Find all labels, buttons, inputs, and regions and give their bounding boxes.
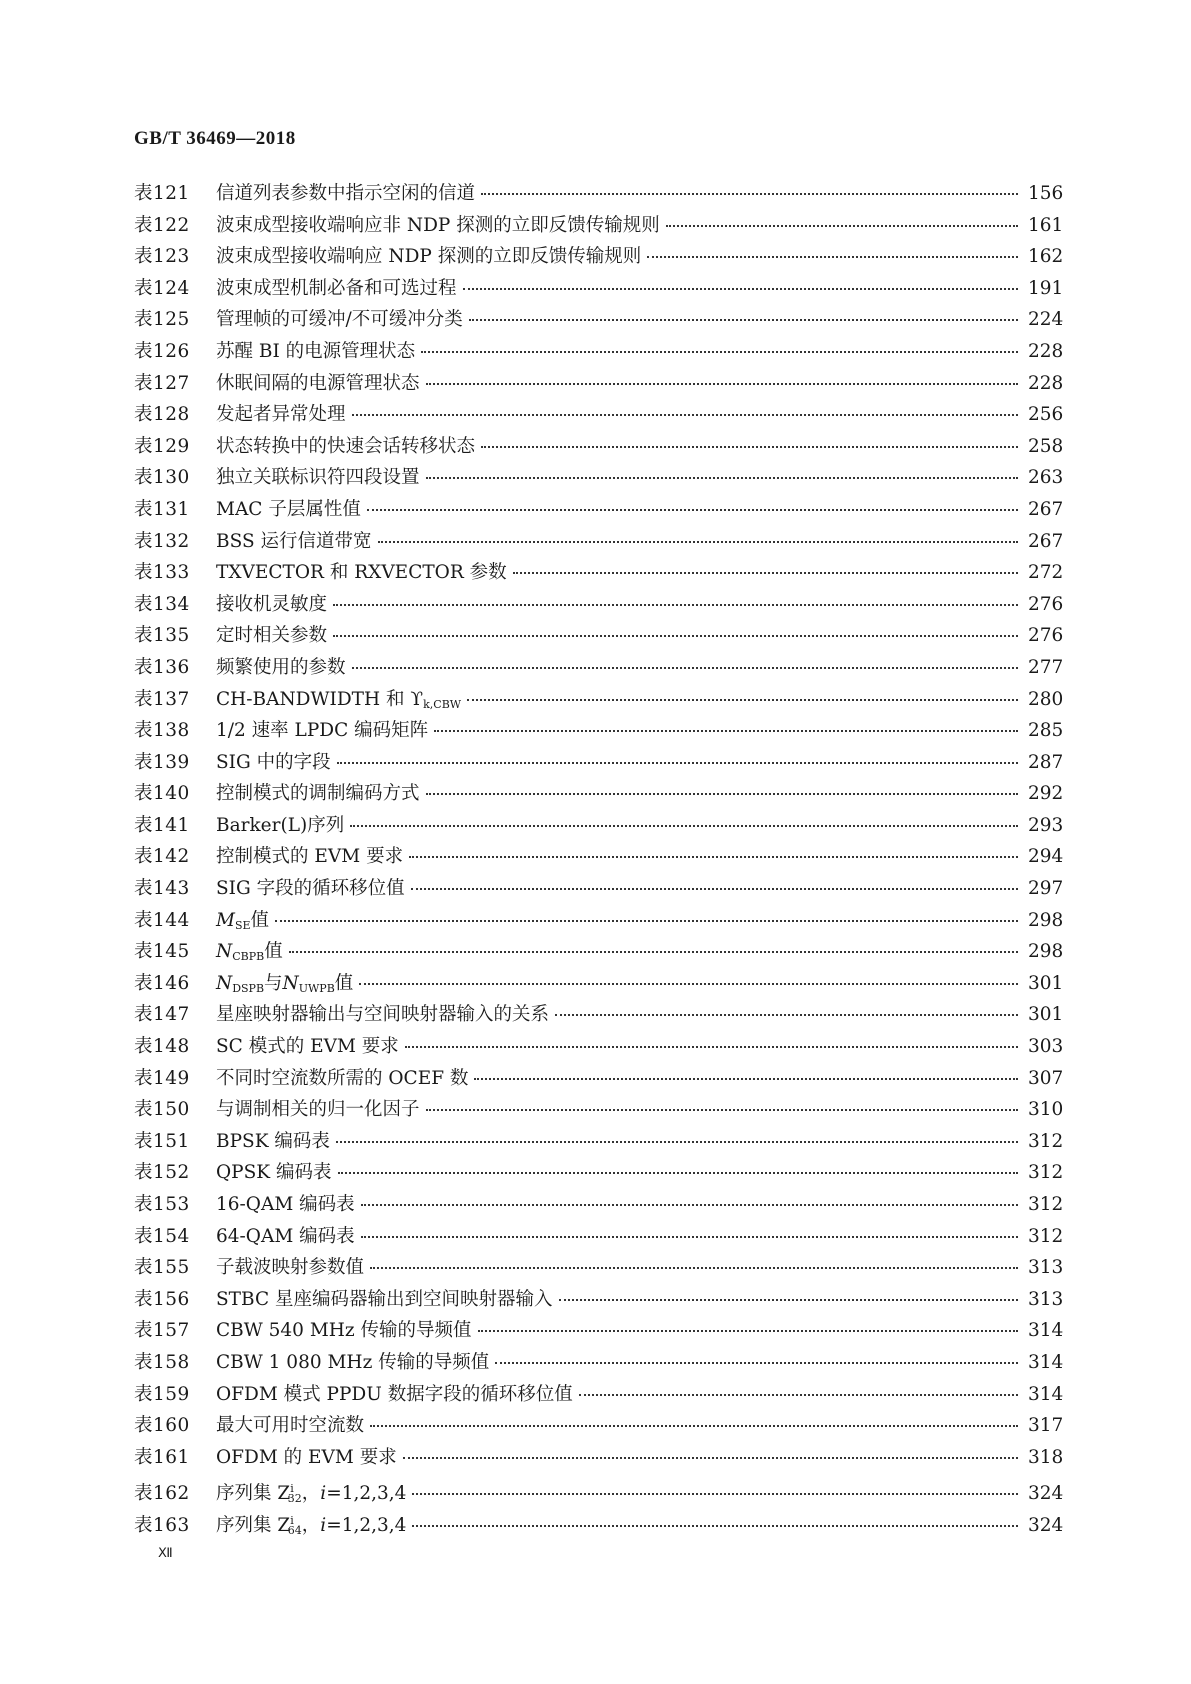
toc-label: 表128 xyxy=(134,404,190,426)
toc-page-number: 285 xyxy=(1028,720,1064,742)
toc-title-text: 序列集 Z xyxy=(216,1483,291,1505)
toc-page-number: 314 xyxy=(1028,1351,1064,1373)
toc-page-number: 314 xyxy=(1028,1383,1064,1405)
toc-title: 状态转换中的快速会话转移状态 xyxy=(216,435,476,457)
toc-symbol: N xyxy=(216,972,233,994)
toc-entry[interactable] xyxy=(134,715,1062,747)
dot-leader xyxy=(370,1425,1018,1427)
toc-page-number: 293 xyxy=(1028,814,1064,836)
dot-leader xyxy=(434,730,1018,732)
toc-title: 1/2 速率 LPDC 编码矩阵 xyxy=(216,720,429,742)
toc-title: 16-QAM 编码表 xyxy=(216,1194,355,1215)
toc-page-number: 228 xyxy=(1028,372,1064,394)
toc-title-text: ， xyxy=(301,1483,321,1505)
toc-entry[interactable] xyxy=(134,399,1062,431)
toc-label: 表122 xyxy=(134,214,190,236)
toc-title: 子载波映射参数值 xyxy=(216,1257,365,1279)
toc-label: 表123 xyxy=(134,246,190,268)
toc-page-number: 277 xyxy=(1028,656,1064,678)
table-of-contents xyxy=(134,178,1062,1537)
dot-leader xyxy=(378,541,1019,543)
toc-label: 表160 xyxy=(134,1415,190,1437)
toc-label: 表130 xyxy=(134,467,190,489)
toc-entry[interactable] xyxy=(134,1157,1062,1189)
toc-title: 64-QAM 编码表 xyxy=(216,1225,355,1247)
toc-label: 表136 xyxy=(134,656,190,678)
toc-page-number: 313 xyxy=(1028,1257,1064,1279)
toc-label: 表124 xyxy=(134,277,190,299)
toc-symbol-subscript: SE xyxy=(234,918,251,932)
toc-entry[interactable] xyxy=(134,494,1062,526)
toc-label: 表154 xyxy=(134,1225,190,1247)
toc-entry[interactable] xyxy=(134,873,1062,905)
dot-leader xyxy=(555,1014,1018,1016)
dot-leader xyxy=(666,225,1018,227)
toc-label: 表141 xyxy=(134,814,190,836)
dot-leader xyxy=(337,762,1018,764)
toc-label: 表126 xyxy=(134,340,190,362)
toc-page-number: 317 xyxy=(1028,1415,1064,1437)
toc-page-number: 324 xyxy=(1028,1483,1064,1505)
toc-page-number: 307 xyxy=(1028,1067,1064,1089)
toc-title: 发起者异常处理 xyxy=(216,404,346,426)
dot-leader xyxy=(403,1457,1018,1459)
toc-title-text: =1,2,3,4 xyxy=(326,1483,407,1505)
dot-leader xyxy=(481,193,1018,195)
toc-entry[interactable] xyxy=(134,1284,1062,1316)
toc-label: 表134 xyxy=(134,593,190,615)
toc-title: TXVECTOR 和 RXVECTOR 参数 xyxy=(216,562,507,584)
toc-entry[interactable] xyxy=(134,1473,1062,1505)
toc-entry[interactable] xyxy=(134,1031,1062,1063)
toc-label: 表158 xyxy=(134,1351,190,1373)
dot-leader xyxy=(405,1046,1018,1048)
toc-label: 表146 xyxy=(134,972,190,994)
toc-entry[interactable] xyxy=(134,936,1062,968)
toc-page-number: 301 xyxy=(1028,972,1064,994)
toc-entry[interactable] xyxy=(134,1126,1062,1158)
toc-title xyxy=(216,1505,406,1547)
toc-label: 表135 xyxy=(134,625,190,647)
toc-label: 表150 xyxy=(134,1099,190,1121)
toc-entry[interactable] xyxy=(134,1252,1062,1284)
toc-label: 表143 xyxy=(134,878,190,900)
toc-label: 表140 xyxy=(134,783,190,805)
toc-symbol-subscript: CBPB xyxy=(232,950,265,964)
toc-page-number: 294 xyxy=(1028,846,1064,868)
toc-title: 独立关联标识符四段设置 xyxy=(216,467,420,489)
toc-page-number: 276 xyxy=(1028,593,1064,615)
toc-label: 表148 xyxy=(134,1036,190,1058)
dot-leader xyxy=(333,604,1018,606)
toc-label: 表155 xyxy=(134,1257,190,1279)
toc-title: SC 模式的 EVM 要求 xyxy=(216,1036,399,1058)
dot-leader xyxy=(338,1172,1019,1174)
toc-page-number: 161 xyxy=(1028,214,1064,236)
toc-page-number: 191 xyxy=(1028,277,1064,299)
dot-leader xyxy=(412,1493,1018,1495)
toc-entry[interactable] xyxy=(134,1410,1062,1442)
dot-leader xyxy=(647,256,1018,258)
dot-leader xyxy=(336,1141,1018,1143)
toc-entry[interactable] xyxy=(134,336,1062,368)
toc-entry[interactable] xyxy=(134,999,1062,1031)
toc-entry[interactable] xyxy=(134,778,1062,810)
toc-label: 表152 xyxy=(134,1162,190,1184)
toc-label: 表153 xyxy=(134,1194,190,1215)
dot-leader xyxy=(513,572,1018,574)
dot-leader xyxy=(426,793,1018,795)
toc-title: SIG 字段的循环移位值 xyxy=(216,878,405,900)
toc-symbol: M xyxy=(216,909,235,931)
toc-title: 控制模式的调制编码方式 xyxy=(216,783,420,805)
dot-leader xyxy=(361,1236,1018,1238)
dot-leader xyxy=(421,351,1018,353)
toc-title: 休眠间隔的电源管理状态 xyxy=(216,372,420,394)
toc-title: Barker(L)序列 xyxy=(216,814,345,836)
dot-leader xyxy=(350,825,1018,827)
dot-leader xyxy=(478,1330,1018,1332)
toc-label: 表163 xyxy=(134,1514,190,1536)
toc-label: 表144 xyxy=(134,909,190,931)
toc-title: 最大可用时空流数 xyxy=(216,1415,365,1437)
toc-page-number: 258 xyxy=(1028,435,1064,457)
toc-page-number: 298 xyxy=(1028,909,1064,931)
dot-leader xyxy=(559,1299,1019,1301)
toc-title: 不同时空流数所需的 OCEF 数 xyxy=(216,1067,469,1089)
toc-label: 表147 xyxy=(134,1004,190,1026)
toc-entry[interactable] xyxy=(134,652,1062,684)
toc-title: SIG 中的字段 xyxy=(216,751,331,773)
toc-label: 表151 xyxy=(134,1130,190,1152)
toc-label: 表127 xyxy=(134,372,190,394)
dot-leader xyxy=(411,888,1018,890)
toc-page-number: 314 xyxy=(1028,1320,1064,1342)
toc-entry[interactable] xyxy=(134,1094,1062,1126)
toc-page-number: 280 xyxy=(1028,688,1064,710)
toc-title: 接收机灵敏度 xyxy=(216,593,328,615)
toc-page-number: 263 xyxy=(1028,467,1064,489)
toc-label: 表161 xyxy=(134,1446,190,1468)
dot-leader xyxy=(370,1267,1018,1269)
toc-subscript: 32 xyxy=(287,1492,302,1506)
toc-entry[interactable] xyxy=(134,210,1062,242)
toc-entry[interactable] xyxy=(134,431,1062,463)
toc-label: 表138 xyxy=(134,720,190,742)
toc-page-number: 162 xyxy=(1028,246,1064,268)
toc-entry[interactable] xyxy=(134,1221,1062,1253)
toc-page-number: 156 xyxy=(1028,183,1064,204)
toc-entry[interactable] xyxy=(134,1063,1062,1095)
dot-leader xyxy=(359,983,1018,985)
toc-label: 表142 xyxy=(134,846,190,868)
toc-title: BPSK 编码表 xyxy=(216,1130,330,1152)
dot-leader xyxy=(579,1394,1018,1396)
page-number: Ⅻ xyxy=(158,1545,173,1560)
toc-entry[interactable] xyxy=(134,368,1062,400)
toc-label: 表125 xyxy=(134,309,190,331)
toc-page-number: 312 xyxy=(1028,1194,1064,1215)
toc-title: 波束成型接收端响应 NDP 探测的立即反馈传输规则 xyxy=(216,246,642,268)
toc-page-number: 276 xyxy=(1028,625,1064,647)
toc-title: 星座映射器输出与空间映射器输入的关系 xyxy=(216,1004,550,1026)
toc-entry[interactable] xyxy=(134,841,1062,873)
toc-variable: i xyxy=(320,1483,327,1505)
toc-entry[interactable] xyxy=(134,620,1062,652)
dot-leader xyxy=(367,509,1018,511)
toc-title: CBW 540 MHz 传输的导频值 xyxy=(216,1320,472,1342)
toc-title: MAC 子层属性值 xyxy=(216,498,361,520)
toc-symbol-subscript: DSPB xyxy=(232,981,265,995)
toc-entry[interactable] xyxy=(134,304,1062,336)
toc-entry[interactable] xyxy=(134,526,1062,558)
toc-entry[interactable] xyxy=(134,178,1062,210)
dot-leader xyxy=(481,446,1018,448)
toc-page-number: 272 xyxy=(1028,562,1064,584)
dot-leader xyxy=(352,667,1018,669)
toc-label: 表132 xyxy=(134,530,190,552)
toc-page-number: 224 xyxy=(1028,309,1064,331)
toc-label: 表156 xyxy=(134,1288,190,1310)
toc-symbol: N xyxy=(216,941,233,963)
toc-entry[interactable] xyxy=(134,241,1062,273)
toc-symbol: N xyxy=(282,972,299,994)
toc-page-number: 267 xyxy=(1028,530,1064,552)
toc-title: 与调制相关的归一化因子 xyxy=(216,1099,420,1121)
dot-leader xyxy=(463,288,1018,290)
toc-page-number: 318 xyxy=(1028,1446,1064,1468)
toc-title: 波束成型机制必备和可选过程 xyxy=(216,277,457,299)
dot-leader xyxy=(361,1204,1018,1206)
toc-entry[interactable] xyxy=(134,1505,1062,1537)
dot-leader xyxy=(467,699,1018,701)
dot-leader xyxy=(426,383,1018,385)
toc-label: 表137 xyxy=(134,688,190,710)
toc-page-number: 303 xyxy=(1028,1036,1064,1058)
toc-superscript: i xyxy=(290,1513,294,1527)
toc-label: 表131 xyxy=(134,498,190,520)
toc-entry[interactable] xyxy=(134,1189,1062,1221)
toc-title-text: 与 xyxy=(264,972,283,994)
toc-subscript: 64 xyxy=(287,1523,302,1537)
dot-leader xyxy=(495,1362,1018,1364)
toc-page-number: 256 xyxy=(1028,404,1064,426)
toc-page-number: 313 xyxy=(1028,1288,1064,1310)
toc-symbol-subscript: UWPB xyxy=(298,981,335,995)
toc-entry[interactable] xyxy=(134,1442,1062,1474)
toc-page-number: 312 xyxy=(1028,1130,1064,1152)
toc-entry[interactable] xyxy=(134,905,1062,937)
toc-label: 表159 xyxy=(134,1383,190,1405)
toc-title: CBW 1 080 MHz 传输的导频值 xyxy=(216,1351,490,1373)
toc-entry[interactable] xyxy=(134,589,1062,621)
toc-title: BSS 运行信道带宽 xyxy=(216,530,372,552)
dot-leader xyxy=(275,920,1018,922)
toc-superscript: i xyxy=(290,1482,294,1496)
toc-title: 苏醒 BI 的电源管理状态 xyxy=(216,340,416,362)
toc-label: 表162 xyxy=(134,1483,190,1505)
dot-leader xyxy=(469,319,1018,321)
toc-label: 表157 xyxy=(134,1320,190,1342)
toc-title: 信道列表参数中指示空闲的信道 xyxy=(216,183,476,204)
toc-title: OFDM 的 EVM 要求 xyxy=(216,1446,397,1468)
toc-title-text: 值 xyxy=(334,972,354,994)
toc-page-number: 267 xyxy=(1028,498,1064,520)
toc-page-number: 301 xyxy=(1028,1004,1064,1026)
toc-label: 表129 xyxy=(134,435,190,457)
toc-page-number: 297 xyxy=(1028,878,1064,900)
toc-title: QPSK 编码表 xyxy=(216,1162,332,1184)
toc-entry[interactable] xyxy=(134,747,1062,779)
toc-title: 定时相关参数 xyxy=(216,625,328,647)
document-number: GB/T 36469—2018 xyxy=(134,128,296,149)
dot-leader xyxy=(474,1078,1018,1080)
dot-leader xyxy=(333,635,1018,637)
toc-page-number: 287 xyxy=(1028,751,1064,773)
toc-entry[interactable] xyxy=(134,462,1062,494)
dot-leader xyxy=(426,1109,1018,1111)
toc-title-text: 值 xyxy=(250,909,270,931)
toc-entry[interactable] xyxy=(134,810,1062,842)
toc-entry[interactable] xyxy=(134,1315,1062,1347)
toc-page-number: 292 xyxy=(1028,783,1064,805)
toc-page-number: 228 xyxy=(1028,340,1064,362)
toc-entry[interactable] xyxy=(134,557,1062,589)
toc-page-number: 312 xyxy=(1028,1162,1064,1184)
dot-leader xyxy=(352,414,1018,416)
dot-leader xyxy=(412,1525,1018,1527)
toc-title-text: 序列集 Z xyxy=(216,1514,291,1536)
toc-title: 管理帧的可缓冲/不可缓冲分类 xyxy=(216,309,463,331)
toc-title: 波束成型接收端响应非 NDP 探测的立即反馈传输规则 xyxy=(216,214,660,236)
toc-title-text: CH-BANDWIDTH 和 ϒ xyxy=(216,688,424,710)
toc-page-number: 298 xyxy=(1028,941,1064,963)
toc-label: 表121 xyxy=(134,183,190,204)
toc-page-number: 310 xyxy=(1028,1099,1064,1121)
toc-title-text: 值 xyxy=(264,941,283,963)
toc-title: OFDM 模式 PPDU 数据字段的循环移位值 xyxy=(216,1383,573,1405)
toc-title-text: =1,2,3,4 xyxy=(326,1514,407,1536)
toc-entry[interactable] xyxy=(134,1379,1062,1411)
toc-label: 表149 xyxy=(134,1067,190,1089)
toc-title: 频繁使用的参数 xyxy=(216,656,346,678)
toc-title: 控制模式的 EVM 要求 xyxy=(216,846,404,868)
toc-entry[interactable] xyxy=(134,684,1062,716)
toc-label: 表145 xyxy=(134,941,190,963)
toc-label: 表139 xyxy=(134,751,190,773)
toc-variable: i xyxy=(320,1514,327,1536)
toc-page-number: 312 xyxy=(1028,1225,1064,1247)
toc-page-number: 324 xyxy=(1028,1514,1064,1536)
toc-label: 表133 xyxy=(134,562,190,584)
dot-leader xyxy=(409,856,1018,858)
toc-title-text: ， xyxy=(301,1514,321,1536)
toc-title: STBC 星座编码器输出到空间映射器输入 xyxy=(216,1288,553,1310)
toc-title-subscript: k,CBW xyxy=(423,697,462,711)
toc-entry[interactable] xyxy=(134,273,1062,305)
toc-entry[interactable] xyxy=(134,968,1062,1000)
dot-leader xyxy=(289,951,1018,953)
toc-entry[interactable] xyxy=(134,1347,1062,1379)
dot-leader xyxy=(426,477,1018,479)
